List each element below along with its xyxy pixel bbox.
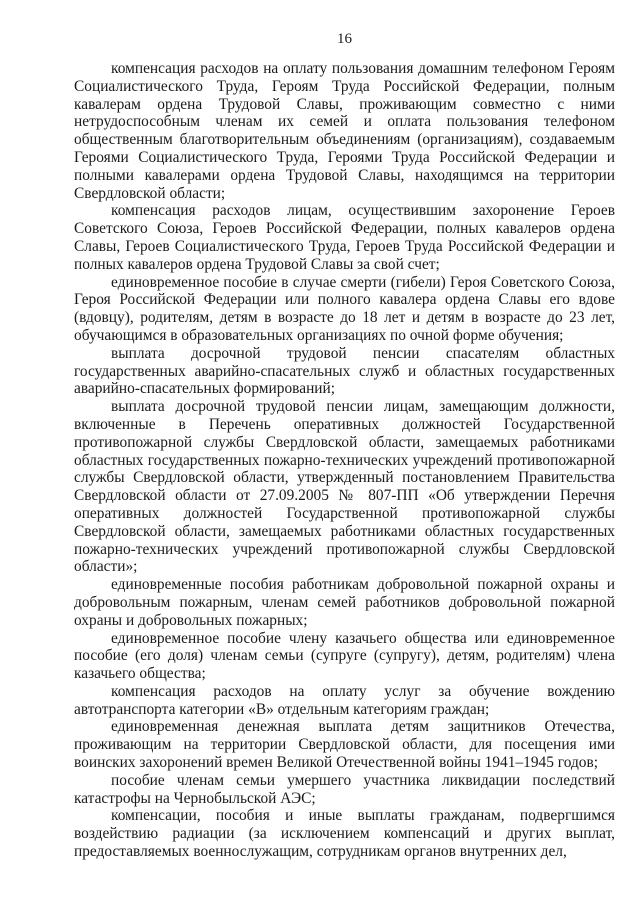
paragraph-death-allowance: единовременное пособие в случае смерти (гибели) Героя Советского Союза, Героя Российской Федерации или полного кавалера ордена Славы его вдове (вдовцу), родителям, детям в возрасте до 18 лет и детям в возрасте до 23 лет, обучающимся в образовательных организациях по очной форме обучения; bbox=[74, 273, 615, 344]
paragraph-phone-compensation: компенсация расходов на оплату пользования домашним телефоном Героям Социалистического Труда, Героям Труда Российской Федерации, полным кавалерам ордена Трудовой Славы, проживающим совместно с ними нетрудоспособным членам их семей и оплата пользования телефоном общественным благотворительным объединениям (организациям), создаваемым Героями Социалистического Труда, Героями Труда Российской Федерации и полными кавалерами ордена Трудовой Славы, находящимся на территории Свердловской области; bbox=[74, 60, 615, 202]
document-body bbox=[74, 60, 615, 861]
paragraph-chernobyl-allowance: пособие членам семьи умершего участника ликвидации последствий катастрофы на Чернобыльской АЭС; bbox=[74, 771, 615, 807]
paragraph-fire-service-pension: выплата досрочной трудовой пенсии лицам, замещающим должности, включенные в Перечень оперативных должностей Государственной противопожарной службы Свердловской области, замещаемых работниками областных государственных пожарно-технических учреждений противопожарной службы Свердловской области, утвержденный постановлением Правительства Свердловской области от 27.09.2005 № 807-ПП «Об утверждении Перечня оперативных должностей Государственной противопожарной службы Свердловской области, замещаемых работниками областных государственных пожарно-технических учреждений противопожарной службы Свердловской области»; bbox=[74, 398, 615, 576]
paragraph-radiation-payments: компенсации, пособия и иные выплаты гражданам, подвергшимся воздействию радиации (за исключением компенсаций и других выплат, предоставляемых военнослужащим, сотрудникам органов внутренних дел, bbox=[74, 807, 615, 861]
paragraph-driving-training-compensation: компенсация расходов на оплату услуг за обучение вождению автотранспорта категории «В» отдельным категориям граждан; bbox=[74, 682, 615, 718]
paragraph-war-graves-payment: единовременная денежная выплата детям защитников Отечества, проживающим на территории Свердловской области, для посещения ими воинских захоронений времен Великой Отечественной войны 1941–1945 годов; bbox=[74, 718, 615, 772]
paragraph-volunteer-firefighter-allowance: единовременные пособия работникам добровольной пожарной охраны и добровольным пожарным, членам семей работников добровольной пожарной охраны и добровольных пожарных; bbox=[74, 576, 615, 629]
paragraph-burial-compensation: компенсация расходов лицам, осуществившим захоронение Героев Советского Союза, Героев Российской Федерации, полных кавалеров ордена Славы, Героев Социалистического Труда, Героев Труда Российской Федерации и полных кавалеров ордена Трудовой Славы за свой счет; bbox=[74, 202, 615, 273]
document-page bbox=[74, 0, 615, 905]
paragraph-cossack-allowance: единовременное пособие члену казачьего общества или единовременное пособие (его доля) членам семьи (супруге (супругу), детям, родителям) члена казачьего общества; bbox=[74, 629, 615, 683]
paragraph-rescuer-pension: выплата досрочной трудовой пенсии спасателям областных государственных аварийно-спасательных служб и областных государственных аварийно-спасательных формирований; bbox=[74, 344, 615, 398]
page-number: 16 bbox=[337, 31, 352, 47]
